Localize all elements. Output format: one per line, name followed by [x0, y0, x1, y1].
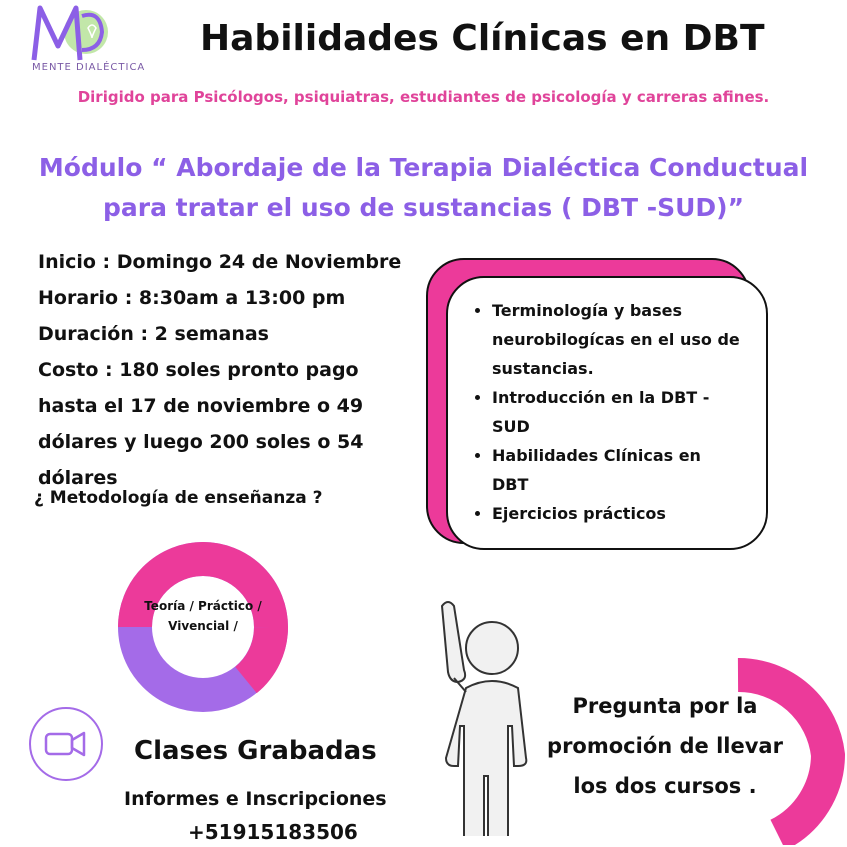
topic-item: • Introducción en la DBT - SUD: [492, 383, 740, 441]
brand-name: MENTE DIALÉCTICA: [32, 62, 146, 73]
cost-line2: hasta el 17 de noviembre o 49: [38, 395, 364, 417]
methodology-question: ¿ Metodología de enseñanza ?: [34, 488, 323, 508]
topic-item: • Terminología y bases neurobilogícas en el uso de sustancias.: [492, 296, 740, 383]
recorded-classes: Clases Grabadas: [134, 736, 377, 766]
methodology-label: [136, 596, 270, 636]
contact-heading: Informes e Inscripciones: [124, 788, 387, 810]
course-info: [38, 244, 428, 496]
promo-line1: Pregunta por la: [572, 694, 758, 718]
brand-logo: [30, 2, 110, 66]
video-camera-icon: [28, 706, 104, 782]
cost-line3: dólares y luego 200 soles o 54: [38, 431, 364, 453]
methodology-line2: Vivencial /: [168, 619, 238, 633]
page-title: Habilidades Clínicas en DBT: [200, 18, 765, 59]
duration: Duración : 2 semanas: [38, 323, 269, 345]
cost-line4: dólares: [38, 467, 118, 489]
topics-list: [470, 296, 740, 528]
promo-line2: promoción de llevar: [547, 734, 783, 758]
module-title: [0, 148, 847, 228]
promotion-note: [520, 686, 810, 806]
audience-subtitle: Dirigido para Psicólogos, psiquiatras, estudiantes de psicología y carreras afines.: [77, 88, 770, 106]
module-title-line1: Módulo “ Abordaje de la Terapia Dialéctica Conductual: [38, 153, 809, 182]
phone-number[interactable]: +51915183506: [188, 820, 358, 844]
cost-line1: Costo : 180 soles pronto pago: [38, 359, 359, 381]
module-title-line2: para tratar el uso de sustancias ( DBT -SUD)”: [102, 193, 744, 222]
start-date: Inicio : Domingo 24 de Noviembre: [38, 251, 402, 273]
methodology-line1: Teoría / Práctico /: [144, 599, 262, 613]
schedule: Horario : 8:30am a 13:00 pm: [38, 287, 346, 309]
topic-item: • Ejercicios prácticos: [492, 499, 740, 528]
promo-line3: los dos cursos .: [573, 774, 757, 798]
topic-item: • Habilidades Clínicas en DBT: [492, 441, 740, 499]
